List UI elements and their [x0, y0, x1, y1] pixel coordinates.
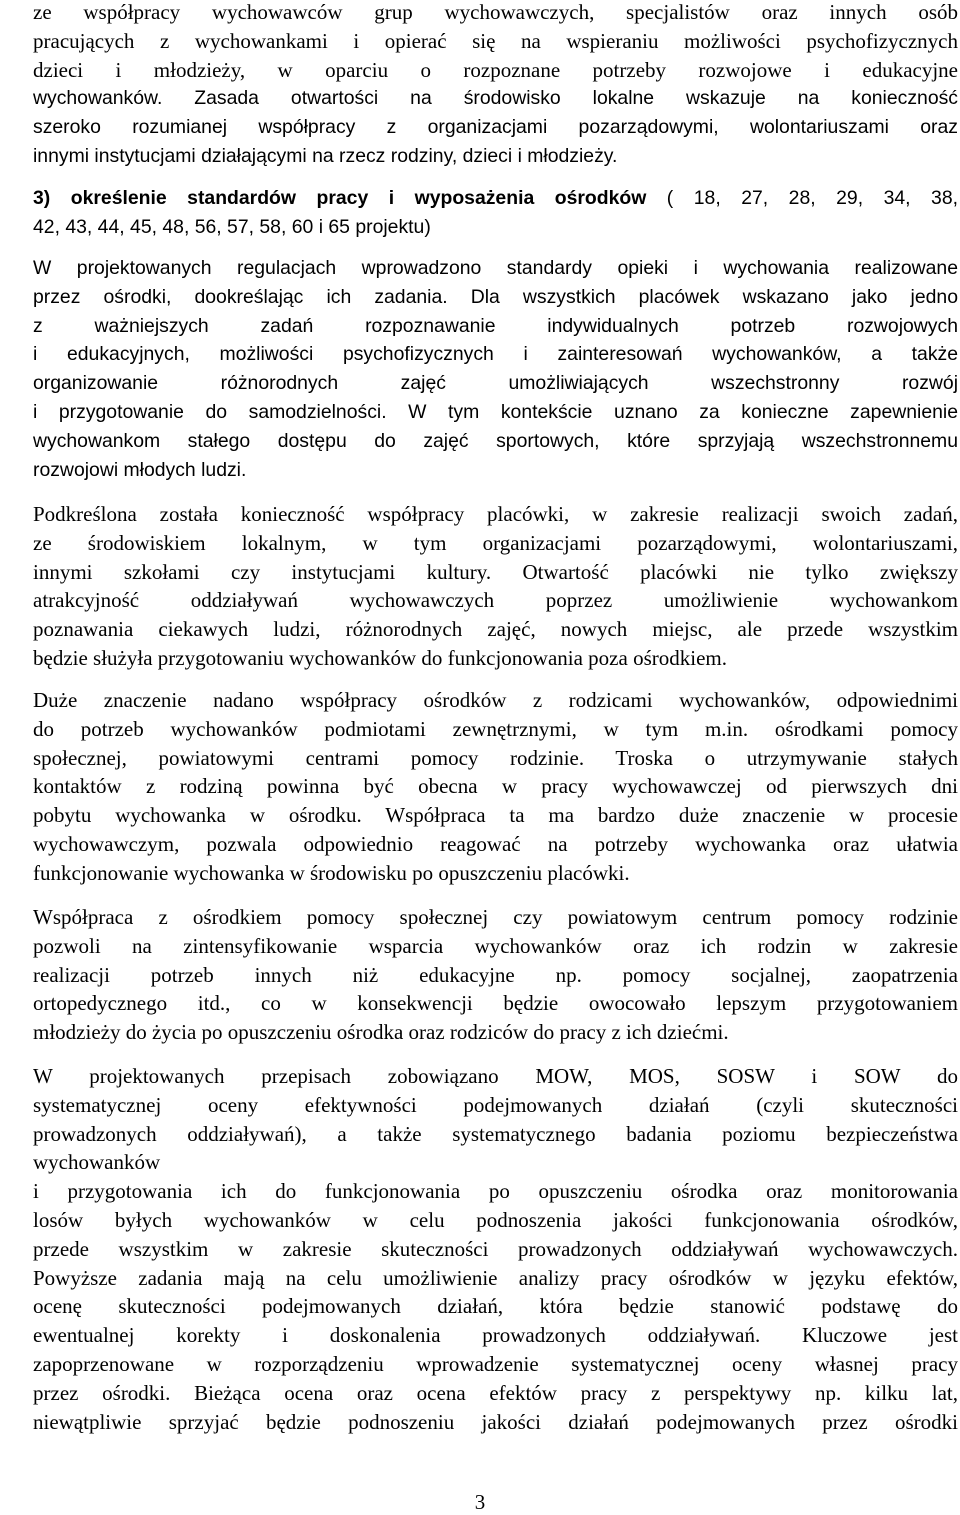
text-line: organizowanie różnorodnych zajęć umożliwiających wszechstronny rozwój	[33, 372, 958, 395]
text-line: rozwojowi młodych ludzi.	[33, 458, 247, 481]
text-line: pozwoli na zintensyfikowanie wsparcia wychowanków oraz ich rodzin w zakresie	[33, 933, 958, 958]
text-line: W projektowanych przepisach zobowiązano MOW, MOS, SOSW i SOW do	[33, 1064, 958, 1088]
body-paragraph	[33, 903, 958, 1047]
text-line: zapoprzenowane w rozporządzeniu wprowadzenie systematycznej oceny własnej pracy	[33, 1351, 958, 1376]
text-line: Podkreślona została konieczność współpracy placówki, w zakresie realizacji swoich zadań,	[33, 502, 958, 526]
text-line: wychowanków	[33, 1150, 161, 1175]
text-line: ocenę skuteczności podejmowanych działań, która będzie stanowić podstawę do	[33, 1294, 958, 1319]
text-line: prowadzonych oddziaływań), a także systematycznego badania poziomu bezpieczeństwa	[33, 1121, 958, 1146]
body-paragraph	[33, 1062, 958, 1436]
text-line: ortopedycznego itd., co w konsekwencji będzie owocowało lepszym przygotowaniem	[33, 991, 958, 1016]
text-line: funkcjonowanie wychowanka w środowisku po opuszczeniu placówki.	[33, 860, 630, 885]
text-line: z ważniejszych zadań rozpoznawanie indywidualnych potrzeb rozwojowych	[33, 314, 958, 337]
text-line: atrakcyjność oddziaływań wychowawczych poprzez umożliwienie wychowankom	[33, 588, 958, 613]
text-line: społecznej, powiatowymi centrami pomocy rodzinie. Troska o utrzymywanie stałych	[33, 745, 958, 770]
text-line: i przygotowania ich do funkcjonowania po opuszczeniu ośrodka oraz monitorowania	[33, 1179, 958, 1204]
section-heading	[33, 184, 958, 242]
text-line: ewentualnej korekty i doskonalenia prowadzonych oddziaływań. Kluczowe jest	[33, 1323, 958, 1348]
text-line: kontaktów z rodziną powinna być obecna w pracy wychowawczej od pierwszych dni	[33, 774, 958, 799]
text-line: systematycznej oceny efektywności podejmowanych działań (czyli skuteczności	[33, 1092, 958, 1117]
text-line: młodzieży do życia po opuszczeniu ośrodka oraz rodziców do pracy z ich dziećmi.	[33, 1020, 729, 1045]
text-line: pobytu wychowanka w ośrodku. Współpraca ta ma bardzo duże znaczenie w procesie	[33, 803, 958, 828]
body-paragraph	[33, 500, 958, 673]
text-line: ze środowiskiem lokalnym, w tym organizacjami pozarządowymi, wolontariuszami,	[33, 530, 958, 555]
text-line: Powyższe zadania mają na celu umożliwienie analizy pracy ośrodków w języku efektów,	[33, 1265, 958, 1290]
text-line: pracujących z wychowankami i opierać się na wspieraniu możliwości psychofizycznych	[33, 28, 958, 53]
intro-paragraph	[33, 0, 958, 171]
text-line: Duże znaczenie nadano współpracy ośrodków z rodzicami wychowanków, odpowiednimi	[33, 688, 958, 712]
heading-references: ( 18, 27, 28, 29, 34, 38,	[646, 187, 958, 209]
heading-line	[33, 184, 958, 213]
text-line: szeroko rozumianej współpracy z organizacjami pozarządowymi, wolontariuszami oraz	[33, 116, 958, 139]
text-line: losów byłych wychowanków w celu podnoszenia jakości funkcjonowania ośrodków,	[33, 1207, 958, 1232]
text-line: i edukacyjnych, możliwości psychofizycznych i zainteresowań wychowanków, a także	[33, 343, 958, 366]
text-line: wychowanków. Zasada otwartości na środowisko lokalne wskazuje na konieczność	[33, 87, 958, 110]
text-line: innymi szkołami czy instytucjami kultury. Otwartość placówki nie tylko zwiększy	[33, 559, 958, 584]
text-line: wychowankom stałego dostępu do zajęć sportowych, które sprzyjają wszechstronnemu	[33, 429, 958, 452]
text-line: przede wszystkim w zakresie skuteczności prowadzonych oddziaływań wychowawczych.	[33, 1236, 958, 1261]
text-line: realizacji potrzeb innych niż edukacyjne np. pomocy socjalnej, zaopatrzenia	[33, 962, 958, 987]
body-paragraph	[33, 686, 958, 888]
body-paragraph	[33, 254, 958, 484]
heading-title: 3) określenie standardów pracy i wyposażenia ośrodków	[33, 187, 647, 209]
text-line: do potrzeb wychowanków podmiotami zewnętrznymi, w tym m.in. ośrodkami pomocy	[33, 716, 958, 741]
text-line: ze współpracy wychowawców grup wychowawczych, specjalistów oraz innych osób	[33, 0, 958, 24]
text-line: dzieci i młodzieży, w oparciu o rozpoznane potrzeby rozwojowe i edukacyjne	[33, 57, 958, 82]
text-line: wychowawczym, pozwala odpowiednio reagować na potrzeby wychowanka oraz ułatwia	[33, 831, 958, 856]
text-line: poznawania ciekawych ludzi, różnorodnych zajęć, nowych miejsc, ale przede wszystkim	[33, 617, 958, 642]
text-line: Współpraca z ośrodkiem pomocy społecznej czy powiatowym centrum pomocy rodzinie	[33, 905, 958, 929]
text-line: przez ośrodki. Bieżąca ocena oraz ocena efektów pracy z perspektywy np. kilku lat,	[33, 1380, 958, 1405]
text-line: W projektowanych regulacjach wprowadzono standardy opieki i wychowania realizowane	[33, 257, 958, 279]
text-line: przez ośrodki, dookreślając ich zadania. Dla wszystkich placówek wskazano jako jedno	[33, 285, 958, 308]
page-number: 3	[474, 1490, 486, 1514]
heading-references-continued: 42, 43, 44, 45, 48, 56, 57, 58, 60 i 65 projektu)	[33, 215, 431, 238]
text-line: i przygotowanie do samodzielności. W tym kontekście uznano za konieczne zapewnienie	[33, 400, 958, 423]
text-line: innymi instytucjami działającymi na rzecz rodziny, dzieci i młodzieży.	[33, 144, 618, 167]
text-line: niewątpliwie sprzyjać będzie podnoszeniu jakości działań podejmowanych przez ośrodki	[33, 1409, 958, 1434]
text-line: będzie służyła przygotowaniu wychowanków do funkcjonowania poza ośrodkiem.	[33, 645, 727, 670]
